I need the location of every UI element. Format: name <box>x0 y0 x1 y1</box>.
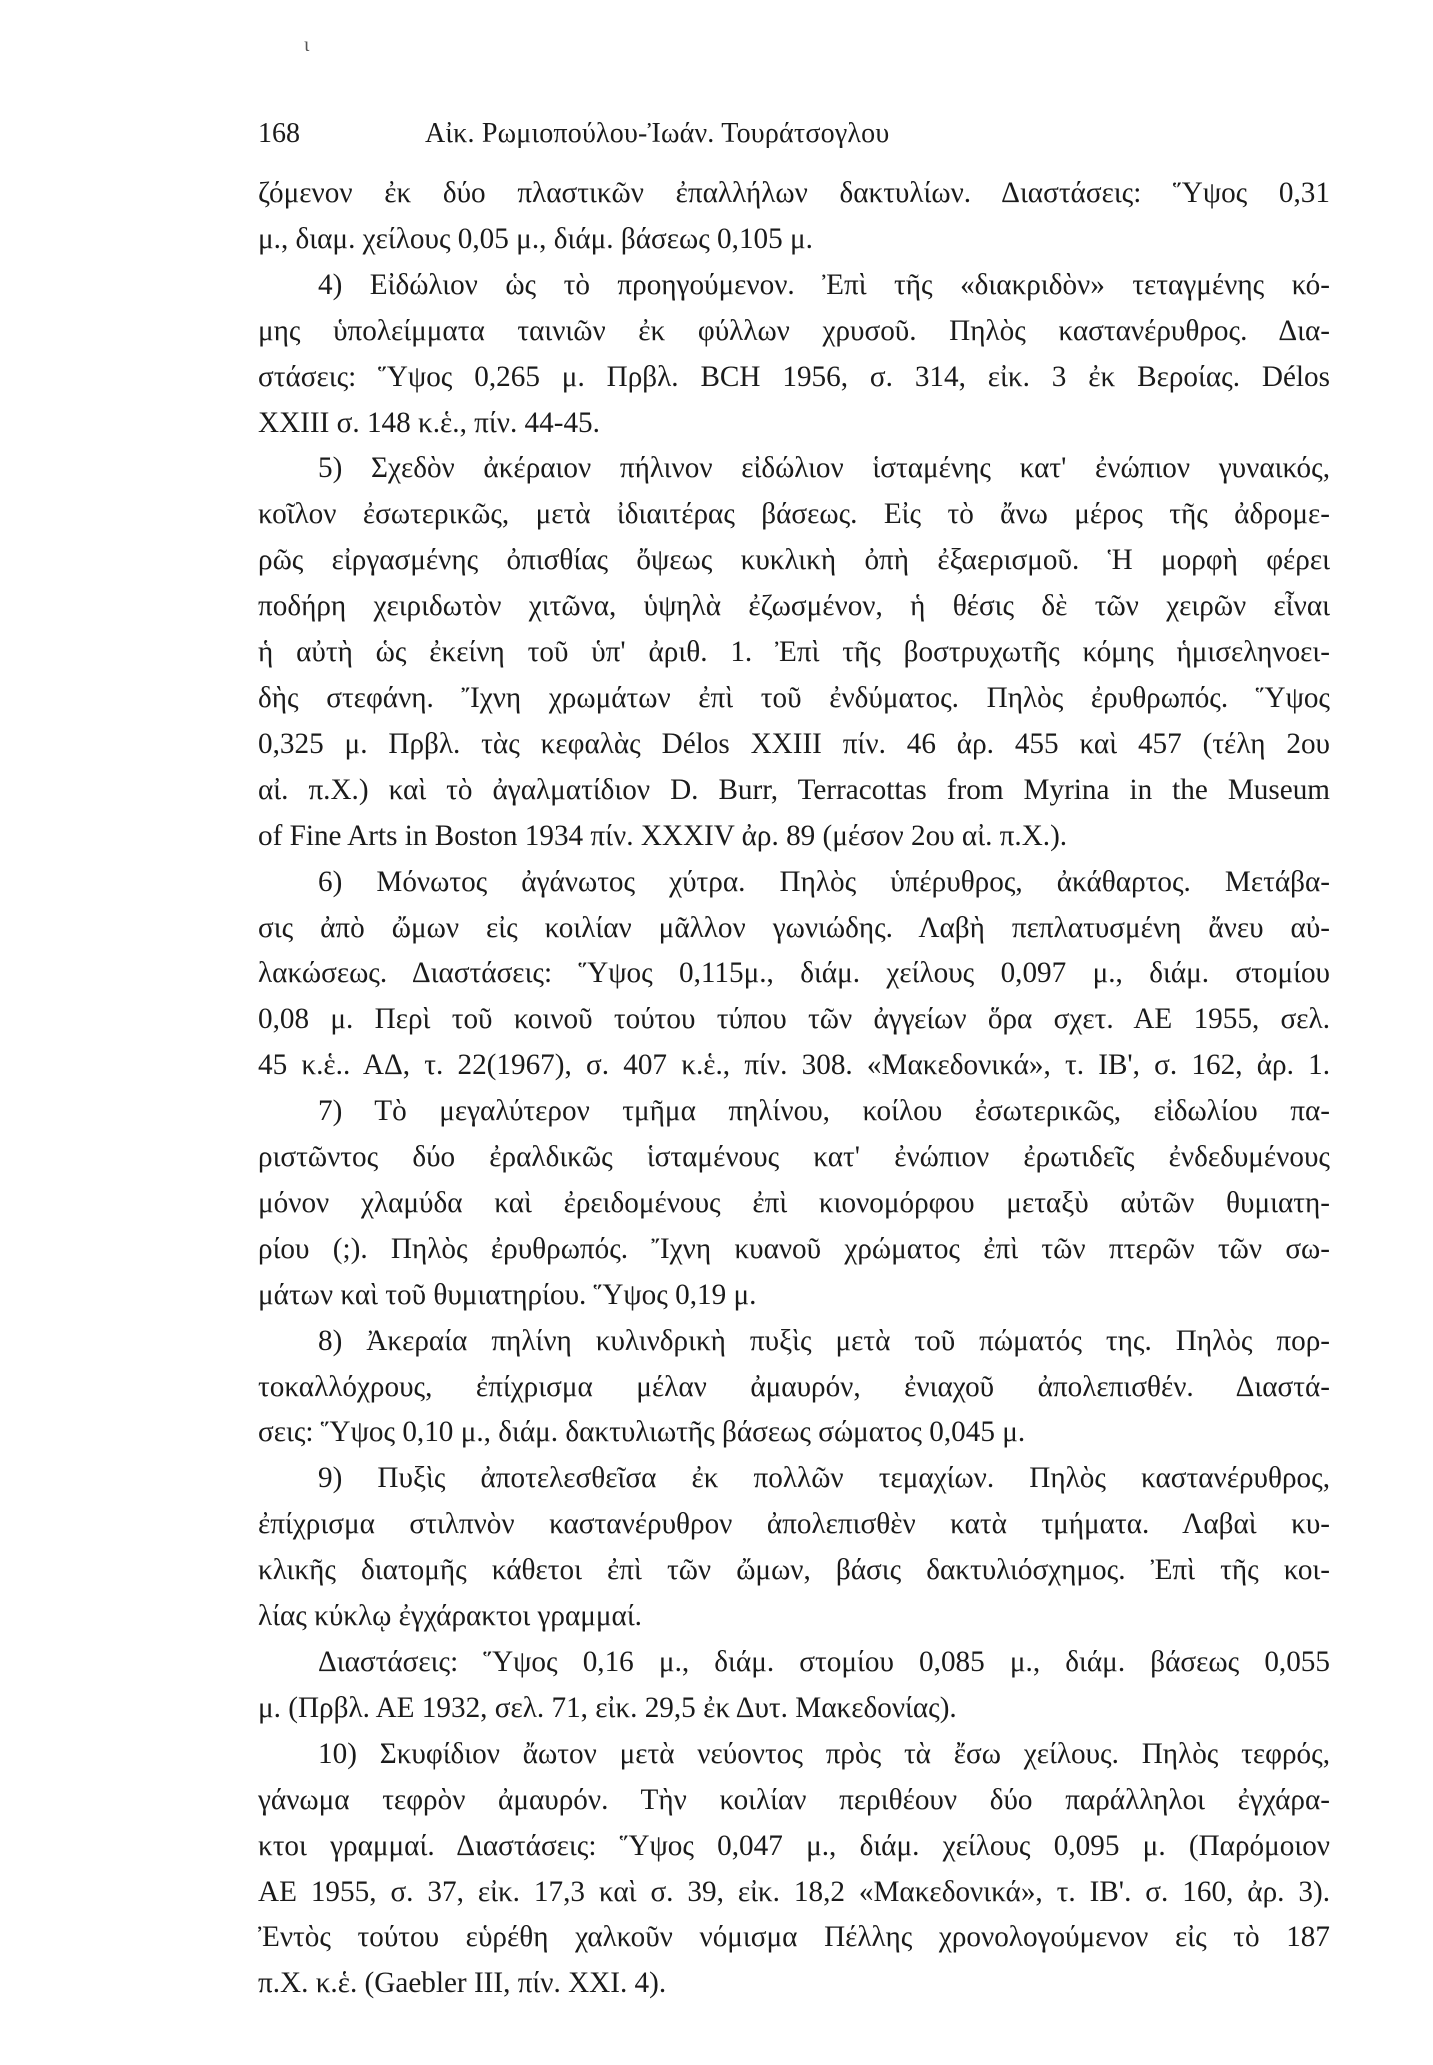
text-line: 9) Πυξὶς ἀποτελεσθεῖσα ἐκ πολλῶν τεμαχίων. Πηλὸς καστανέρυθρος, <box>318 1462 1330 1495</box>
text-line: αἰ. π.Χ.) καὶ τὸ ἀγαλματίδιον D. Burr, Terracottas from Myrina in the Museum <box>258 773 1330 806</box>
text-line: μόνον χλαμύδα καὶ ἐρειδομένους ἐπὶ κιονομόρφου μεταξὺ αὐτῶν θυμιατη- <box>258 1186 1330 1219</box>
text-line: Διαστάσεις: Ὕψος 0,16 μ., διάμ. στομίου 0,085 μ., διάμ. βάσεως 0,055 <box>318 1646 1330 1678</box>
text-line: 0,325 μ. Πρβλ. τὰς κεφαλὰς Délos XXIII πίν. 46 ἀρ. 455 καὶ 457 (τέλη 2ου <box>258 727 1330 760</box>
body-text <box>258 171 1330 2007</box>
text-line: μάτων καὶ τοῦ θυμιατηρίου. Ὕψος 0,19 μ. <box>258 1278 757 1311</box>
page-number: 168 <box>258 118 300 149</box>
text-line: μ., διαμ. χείλους 0,05 μ., διάμ. βάσεως 0,105 μ. <box>258 222 813 255</box>
text-line: π.Χ. κ.ἑ. (Gaebler III, πίν. XXI. 4). <box>258 1967 667 2000</box>
text-line: ζόμενον ἐκ δύο πλαστικῶν ἐπαλλήλων δακτυλίων. Διαστάσεις: Ὕψος 0,31 <box>258 177 1330 209</box>
text-line: 0,08 μ. Περὶ τοῦ κοινοῦ τούτου τύπου τῶν ἀγγείων ὅρα σχετ. ΑΕ 1955, σελ. <box>258 1003 1330 1036</box>
text-line: 7) Τὸ μεγαλύτερον τμῆμα πηλίνου, κοίλου ἐσωτερικῶς, εἰδωλίου πα- <box>318 1095 1330 1128</box>
text-line: κλικῆς διατομῆς κάθετοι ἐπὶ τῶν ὤμων, βάσις δακτυλιόσχημος. Ἐπὶ τῆς κοι- <box>258 1554 1330 1587</box>
text-line: σεις: Ὕψος 0,10 μ., διάμ. δακτυλιωτῆς βάσεως σώματος 0,045 μ. <box>258 1416 1026 1449</box>
text-line: Ἐντὸς τούτου εὑρέθη χαλκοῦν νόμισμα Πέλλης χρονολογούμενον εἰς τὸ 187 <box>258 1921 1330 1954</box>
text-line: ρίου (;). Πηλὸς ἐρυθρωπός. Ἴχνη κυανοῦ χρώματος ἐπὶ τῶν πτερῶν τῶν σω- <box>258 1232 1330 1265</box>
text-line: 10) Σκυφίδιον ἄωτον μετὰ νεύοντος πρὸς τὰ ἔσω χείλους. Πηλὸς τεφρός, <box>318 1737 1330 1770</box>
text-line: 5) Σχεδὸν ἀκέραιον πήλινον εἰδώλιον ἱσταμένης κατ' ἐνώπιον γυναικός, <box>318 452 1330 485</box>
text-line: ἡ αὐτὴ ὡς ἐκείνη τοῦ ὑπ' ἀριθ. 1. Ἐπὶ τῆς βοστρυχωτῆς κόμης ἡμισεληνοει- <box>258 636 1330 669</box>
text-line: κτοι γραμμαί. Διαστάσεις: Ὕψος 0,047 μ., διάμ. χείλους 0,095 μ. (Παρόμοιον <box>258 1829 1330 1862</box>
text-line: 6) Μόνωτος ἀγάνωτος χύτρα. Πηλὸς ὑπέρυθρος, ἀκάθαρτος. Μετάβα- <box>318 865 1330 898</box>
text-line: μ. (Πρβλ. ΑΕ 1932, σελ. 71, εἰκ. 29,5 ἐκ Δυτ. Μακεδονίας). <box>258 1691 957 1724</box>
text-line: ρῶς εἰργασμένης ὀπισθίας ὄψεως κυκλικὴ ὀπὴ ἐξαερισμοῦ. Ἡ μορφὴ φέρει <box>258 544 1330 577</box>
text-line: λακώσεως. Διαστάσεις: Ὕψος 0,115μ., διάμ. χείλους 0,097 μ., διάμ. στομίου <box>258 957 1330 990</box>
text-line: ριστῶντος δύο ἐραλδικῶς ἱσταμένους κατ' ἐνώπιον ἐρωτιδεῖς ἐνδεδυμένους <box>258 1141 1330 1174</box>
text-line: στάσεις: Ὕψος 0,265 μ. Πρβλ. BCH 1956, σ. 314, εἰκ. 3 ἐκ Βεροίας. Délos <box>258 360 1330 393</box>
header-authors: Αἰκ. Ρωμιοπούλου-Ἰωάν. Τουράτσογλου <box>425 118 890 149</box>
text-line: 45 κ.ἑ.. ΑΔ, τ. 22(1967), σ. 407 κ.ἑ., πίν. 308. «Μακεδονικά», τ. ΙΒ', σ. 162, ἀρ. 1. <box>258 1049 1330 1082</box>
text-line: λίας κύκλῳ ἐγχάρακτοι γραμμαί. <box>258 1600 642 1633</box>
text-line: ποδήρη χειριδωτὸν χιτῶνα, ὑψηλὰ ἐζωσμένον, ἡ θέσις δὲ τῶν χειρῶν εἶναι <box>258 590 1330 623</box>
running-header <box>258 118 1198 158</box>
text-line: of Fine Arts in Boston 1934 πίν. XXXIV ἀρ. 89 (μέσον 2ου αἰ. π.Χ.). <box>258 819 1068 852</box>
text-line: ΑΕ 1955, σ. 37, εἰκ. 17,3 καὶ σ. 39, εἰκ. 18,2 «Μακεδονικά», τ. ΙΒ'. σ. 160, ἀρ. 3). <box>258 1875 1330 1908</box>
text-line: XXIII σ. 148 κ.ἑ., πίν. 44-45. <box>258 406 600 439</box>
text-line: 8) Ἀκεραία πηλίνη κυλινδρικὴ πυξὶς μετὰ τοῦ πώματός της. Πηλὸς πορ- <box>318 1324 1330 1357</box>
text-line: τοκαλλόχρους, ἐπίχρισμα μέλαν ἀμαυρόν, ἐνιαχοῦ ἀπολεπισθέν. Διαστά- <box>258 1370 1330 1403</box>
stray-ink-mark: ι <box>304 34 310 56</box>
text-line: σις ἀπὸ ὤμων εἰς κοιλίαν μᾶλλον γωνιώδης. Λαβὴ πεπλατυσμένη ἄνευ αὐ- <box>258 911 1330 944</box>
text-line: δὴς στεφάνη. Ἴχνη χρωμάτων ἐπὶ τοῦ ἐνδύματος. Πηλὸς ἐρυθρωπός. Ὕψος <box>258 681 1330 714</box>
text-line: ἐπίχρισμα στιλπνὸν καστανέρυθρον ἀπολεπισθὲν κατὰ τμήματα. Λαβαὶ κυ- <box>258 1508 1330 1541</box>
text-line: γάνωμα τεφρὸν ἀμαυρόν. Τὴν κοιλίαν περιθέουν δύο παράλληλοι ἐγχάρα- <box>258 1783 1330 1816</box>
text-line: μης ὑπολείμματα ταινιῶν ἐκ φύλλων χρυσοῦ. Πηλὸς καστανέρυθρος. Δια- <box>258 314 1330 347</box>
text-line: κοῖλον ἐσωτερικῶς, μετὰ ἰδιαιτέρας βάσεως. Εἰς τὸ ἄνω μέρος τῆς ἀδρομε- <box>258 498 1330 531</box>
text-line: 4) Εἰδώλιον ὡς τὸ προηγούμενον. Ἐπὶ τῆς «διακριδὸν» τεταγμένης κό- <box>318 268 1330 301</box>
